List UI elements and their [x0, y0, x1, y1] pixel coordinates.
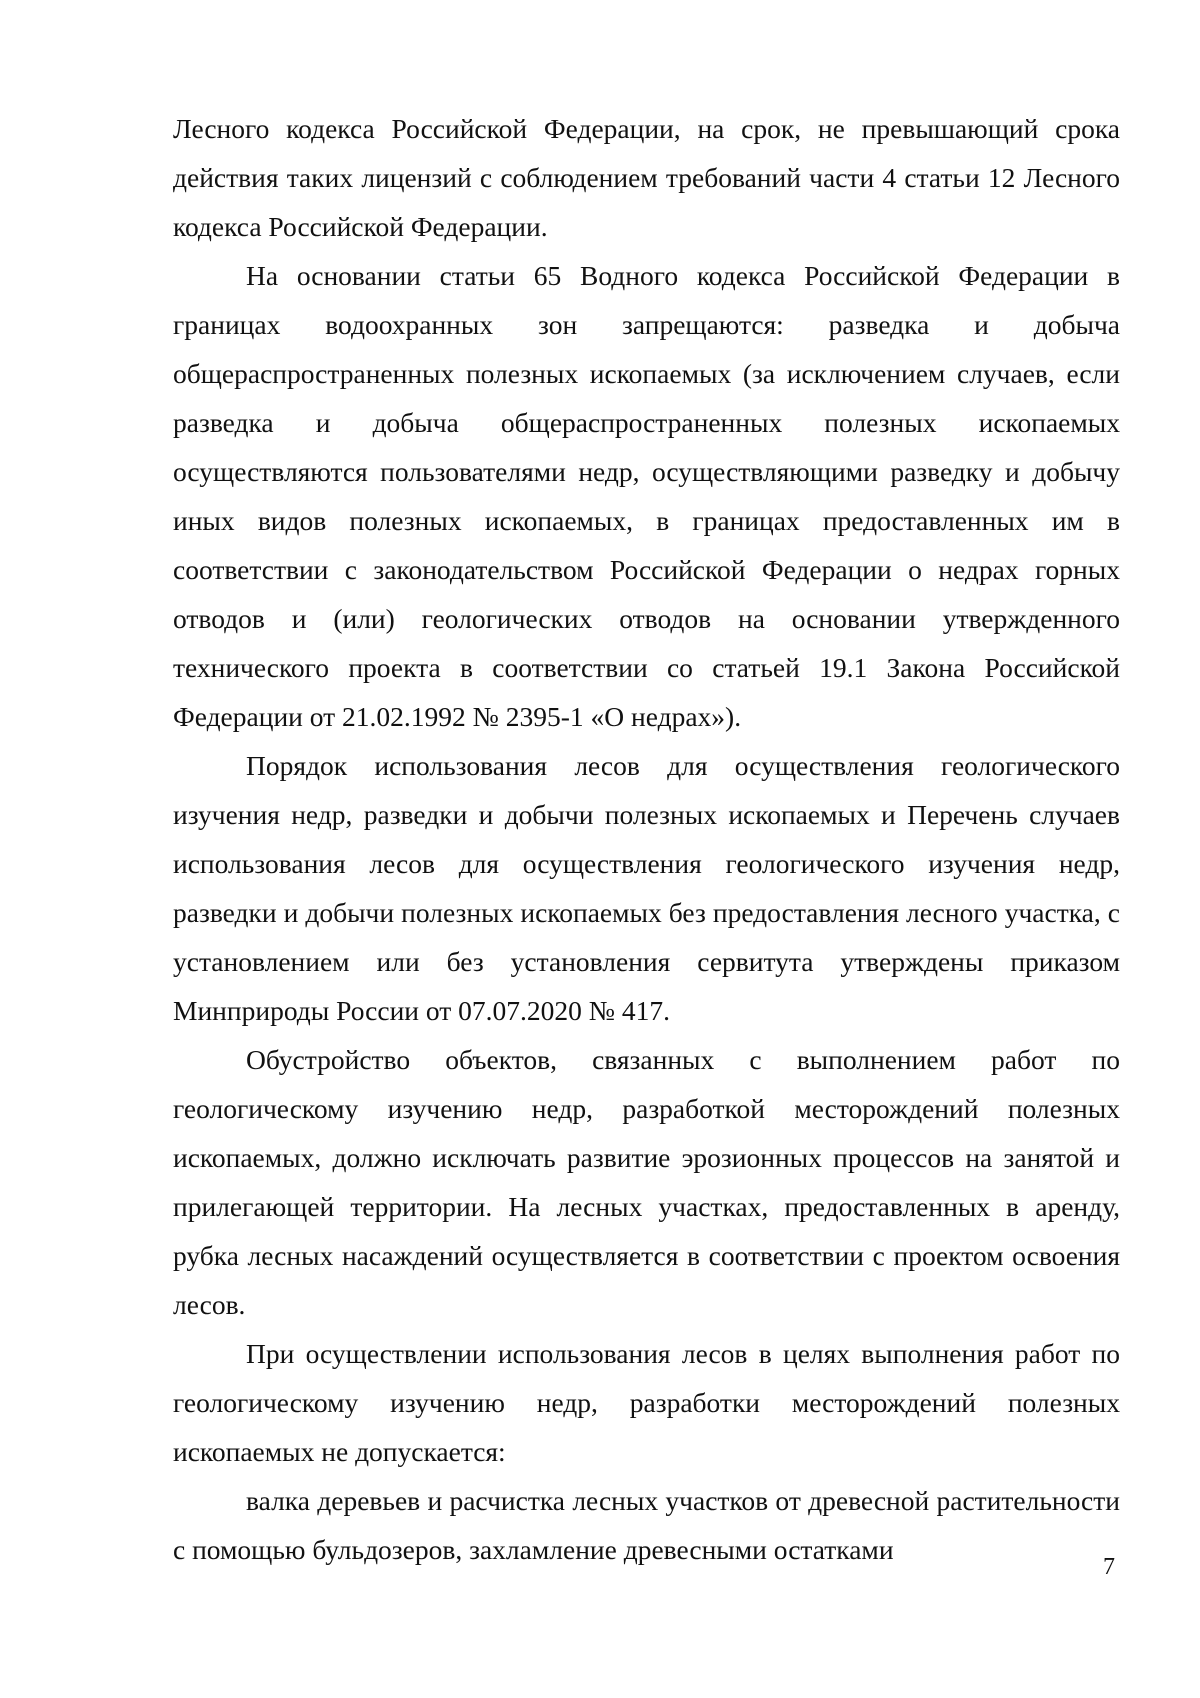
paragraph-water-code: На основании статьи 65 Водного кодекса Российской Федерации в границах водоохранных зон запрещаются: разведка и добыча общераспространенных полезных ископаемых (за исключением случаев, если разведка и добыча общераспространенных полезных ископаемых осуществляются пользователями недр, осуществляющими разведку и добычу иных видов полезных ископаемых, в границах предоставленных им в соответствии с законодательством Российской Федерации о недрах горных отводов и (или) геологических отводов на основании утвержденного технического проекта в соответствии со статьей 19.1 Закона Российской Федерации от 21.02.1992 № 2395-1 «О недрах»). [173, 260, 1120, 732]
paragraph-continuation: Лесного кодекса Российской Федерации, на срок, не превышающий срока действия таких лицензий с соблюдением требований части 4 статьи 12 Лесного кодекса Российской Федерации. [173, 113, 1120, 242]
page-number: 7 [1103, 1554, 1115, 1580]
paragraph-facility-arrangement: Обустройство объектов, связанных с выполнением работ по геологическому изучению недр, разработкой месторождений полезных ископаемых, должно исключать развитие эрозионных процессов на занятой и прилегающей территории. На лесных участках, предоставленных в аренду, рубка лесных насаждений осуществляется в соответствии с проектом освоения лесов. [173, 1044, 1120, 1320]
paragraph-felling: валка деревьев и расчистка лесных участков от древесной растительности с помощью бульдозеров, захламление древесными остатками [173, 1485, 1120, 1565]
paragraph-forest-use-order: Порядок использования лесов для осуществления геологического изучения недр, разведки и добычи полезных ископаемых и Перечень случаев использования лесов для осуществления геологического изучения недр, разведки и добычи полезных ископаемых без предоставления лесного участка, с установлением или без установления сервитута утверждены приказом Минприроды России от 07.07.2020 № 417. [173, 750, 1120, 1026]
paragraph-not-allowed: При осуществлении использования лесов в целях выполнения работ по геологическому изучению недр, разработки месторождений полезных ископаемых не допускается: [173, 1338, 1120, 1467]
document-body [173, 104, 1120, 1574]
